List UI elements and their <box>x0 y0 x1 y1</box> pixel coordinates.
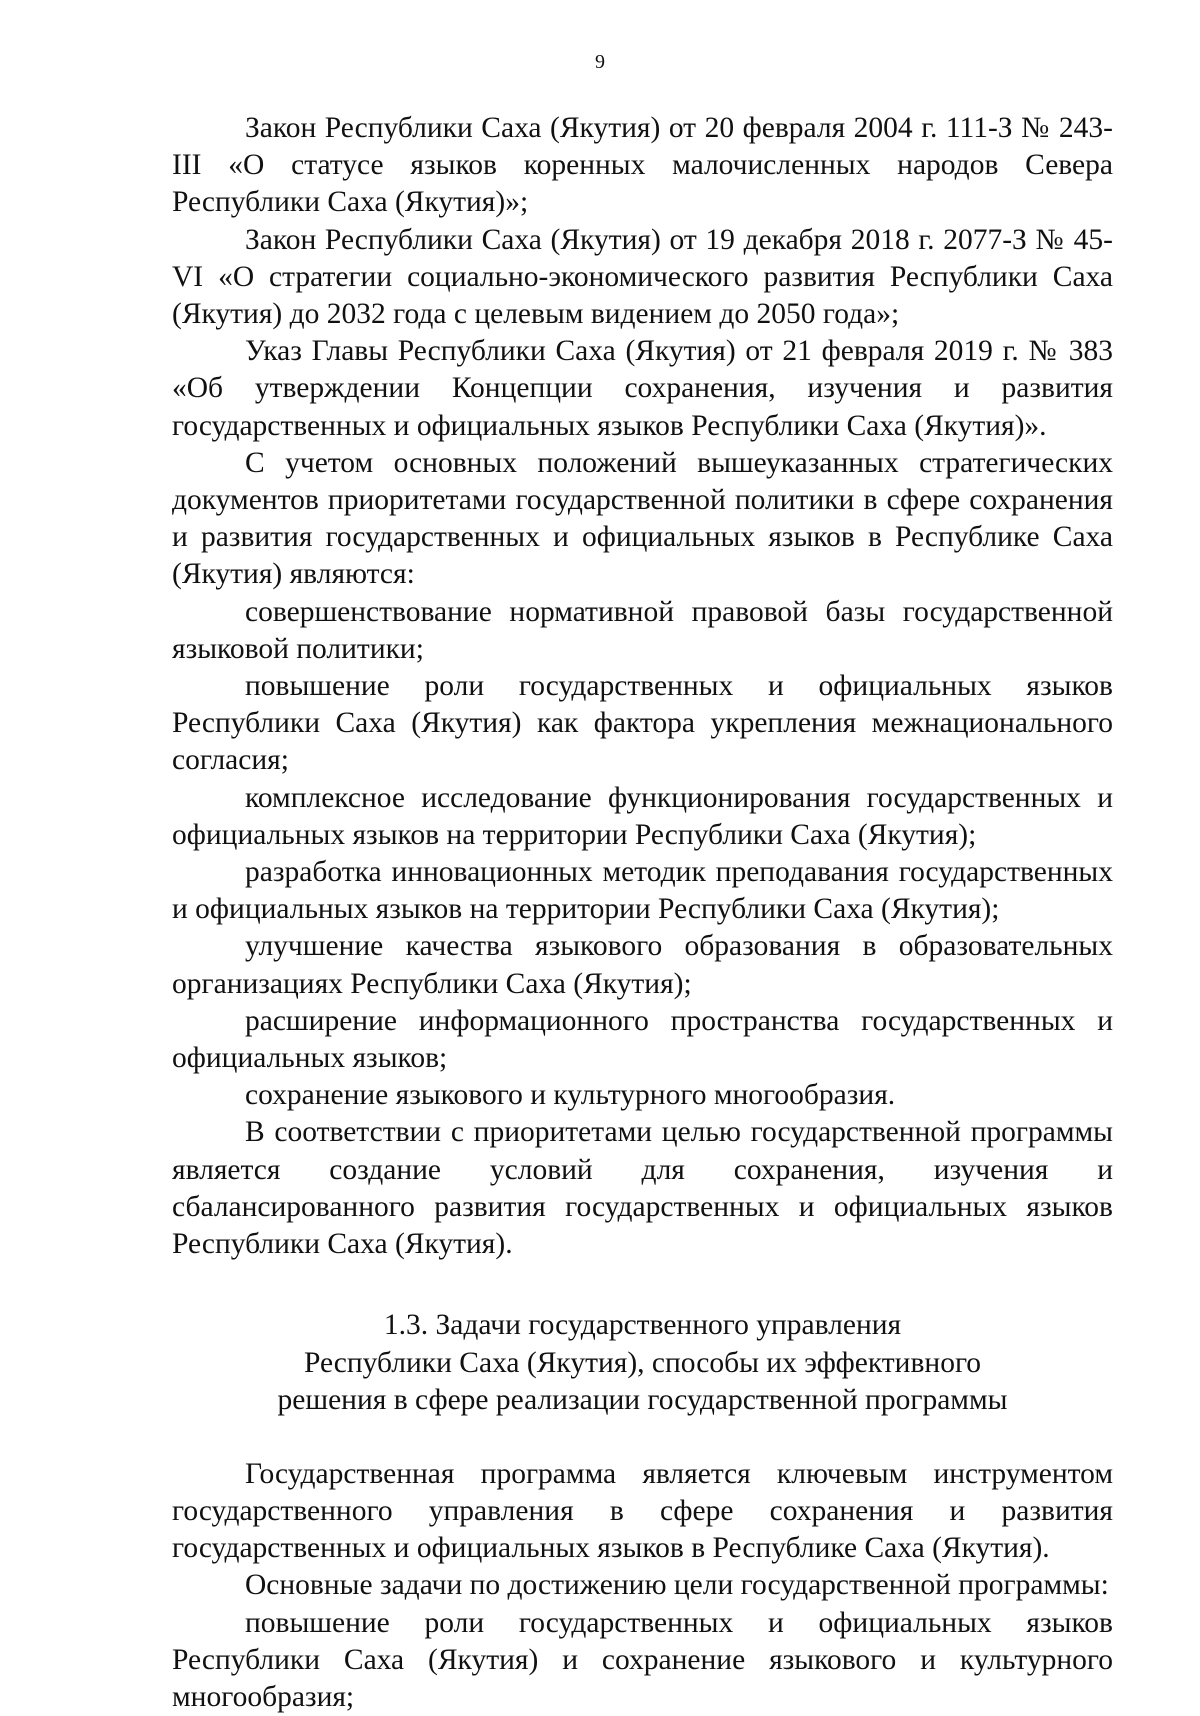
section-heading-line: решения в сфере реализации государственной программы <box>277 1384 1008 1417</box>
paragraph-program-instrument: Государственная программа является ключевым инструментом государственного управления в сфере сохранения и развития государственных и официальных языков в Республике Саха (Якутия). <box>172 1457 1113 1565</box>
document-body <box>172 110 1113 1716</box>
list-item-priority: повышение роли государственных и официальных языков Республики Саха (Якутия) как фактора укрепления межнационального согласия; <box>172 670 1113 777</box>
paragraph-priorities-intro: С учетом основных положений вышеуказанных стратегических документов приоритетами государственной политики в сфере сохранения и развития государственных и официальных языков в Республике Саха (Якутия) являются: <box>172 446 1113 591</box>
list-item-priority: расширение информационного пространства государственных и официальных языков; <box>172 1004 1113 1075</box>
paragraph-law-243: Закон Республики Саха (Якутия) от 20 февраля 2004 г. 111-З № 243-III «О статусе языков коренных малочисленных народов Севера Республики Саха (Якутия)»; <box>172 112 1113 219</box>
section-heading <box>172 1307 1113 1420</box>
list-item-priority: сохранение языкового и культурного многообразия. <box>245 1079 896 1112</box>
list-item-priority: разработка инновационных методик преподавания государственных и официальных языков на территории Республики Саха (Якутия); <box>172 856 1113 926</box>
page-number: 9 <box>595 51 605 73</box>
paragraph-decree-383: Указ Главы Республики Саха (Якутия) от 21 февраля 2019 г. № 383 «Об утверждении Концепции сохранения, изучения и развития государственных и официальных языков Республики Саха (Якутия)». <box>172 335 1113 442</box>
list-item-priority: комплексное исследование функционирования государственных и официальных языков на территории Республики Саха (Якутия); <box>172 781 1113 851</box>
list-item-task: повышение роли государственных и официальных языков Республики Саха (Якутия) и сохранение языкового и культурного многообразия; <box>172 1606 1113 1714</box>
paragraph-law-2077: Закон Республики Саха (Якутия) от 19 декабря 2018 г. 2077-З № 45-VI «О стратегии социально-экономического развития Республики Саха (Якутия) до 2032 года с целевым видением до 2050 года»; <box>172 223 1113 331</box>
paragraph-tasks-intro: Основные задачи по достижению цели государственной программы: <box>245 1569 1109 1602</box>
list-item-priority: совершенствование нормативной правовой базы государственной языковой политики; <box>172 595 1113 665</box>
list-item-priority: улучшение качества языкового образования в образовательных организациях Республики Саха (Якутия); <box>172 930 1113 1000</box>
section-heading-line: Республики Саха (Якутия), способы их эффективного <box>303 1346 982 1379</box>
paragraph-program-goal: В соответствии с приоритетами целью государственной программы является создание условий для сохранения, изучения и сбалансированного развития государственных и официальных языков Республики Саха (Якутия). <box>172 1116 1113 1261</box>
section-heading-line: 1.3. Задачи государственного управления <box>383 1309 902 1342</box>
